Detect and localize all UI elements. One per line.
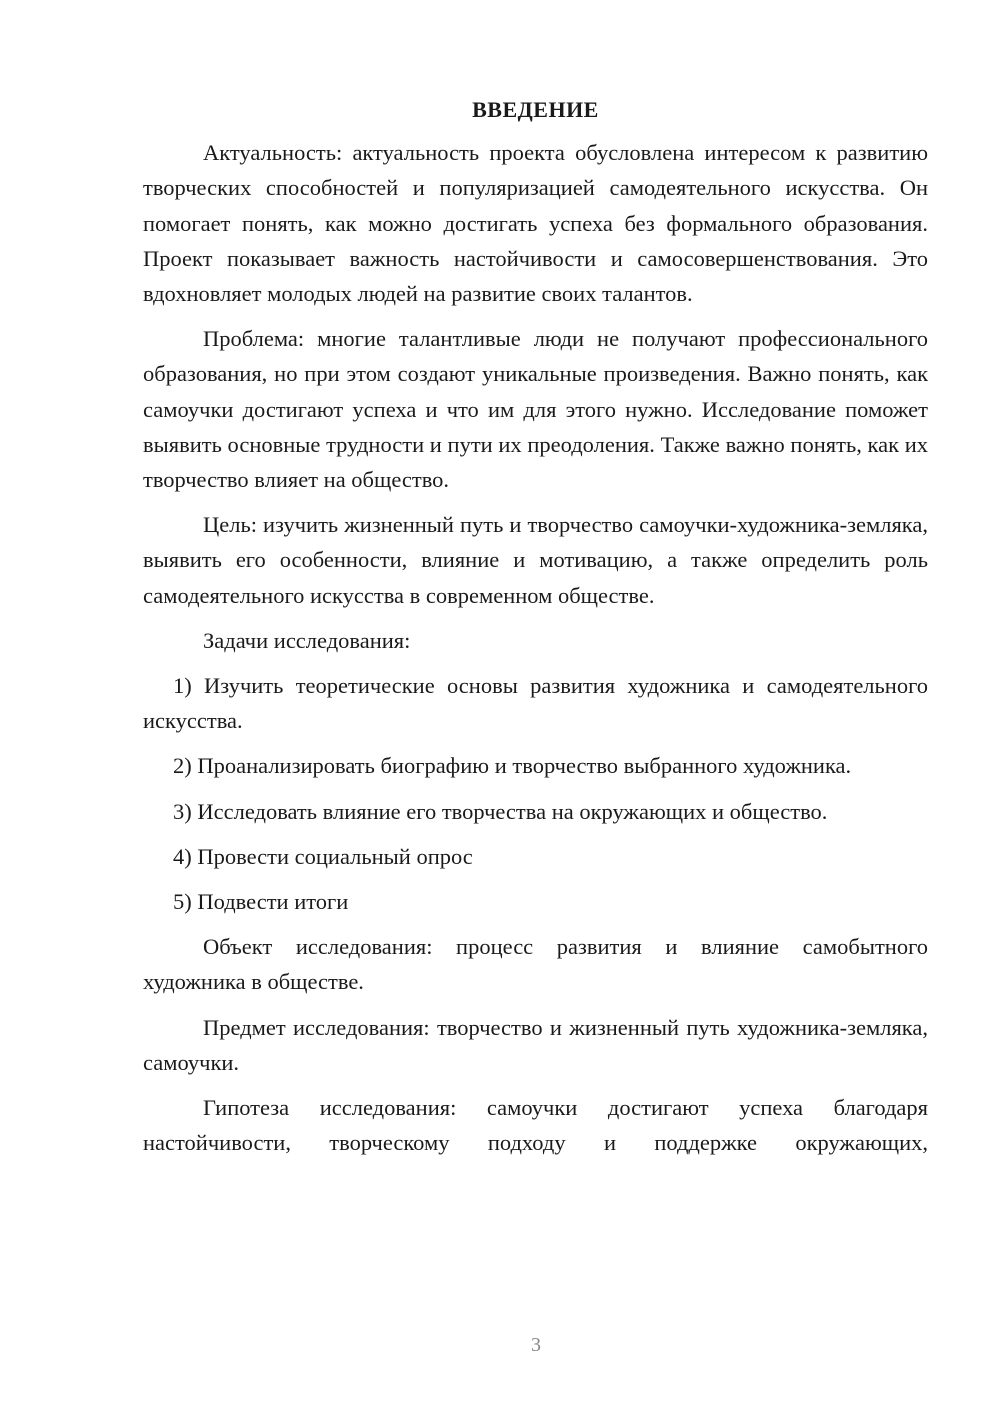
list-item-task-5: 5) Подвести итоги bbox=[173, 889, 349, 915]
paragraph-problem: Проблема: многие талантливые люди не получают профессионального образования, но при этом создают уникальные произведения. Важно понять, как самоучки достигают успеха и что им для этого нужно. Исследование поможет выявить основные трудности и пути их преодоления. Также важно понять, как их творчество влияет на общество. bbox=[143, 326, 928, 493]
list-item-task-1: 1) Изучить теоретические основы развития художника и самодеятельного искусства. bbox=[143, 673, 928, 734]
page-title: ВВЕДЕНИЕ bbox=[472, 97, 599, 122]
paragraph-hypothesis: Гипотеза исследования: самоучки достигают успеха благодаря настойчивости, творческому подходу и поддержке окружающих, bbox=[143, 1095, 928, 1156]
paragraph-object: Объект исследования: процесс развития и влияние самобытного художника в обществе. bbox=[143, 934, 928, 995]
page-number: 3 bbox=[531, 1334, 541, 1356]
list-item-task-3: 3) Исследовать влияние его творчества на окружающих и общество. bbox=[173, 798, 828, 824]
document-body bbox=[143, 92, 928, 1170]
paragraph-subject: Предмет исследования: творчество и жизненный путь художника-земляка, самоучки. bbox=[143, 1014, 928, 1075]
paragraph-goal: Цель: изучить жизненный путь и творчество самоучки-художника-земляка, выявить его особенности, влияние и мотивацию, а также определить роль самодеятельного искусства в современном обществе. bbox=[143, 512, 928, 608]
paragraph-tasks-heading: Задачи исследования: bbox=[203, 627, 411, 653]
list-item-task-4: 4) Провести социальный опрос bbox=[173, 843, 473, 869]
paragraph-relevance: Актуальность: актуальность проекта обусловлена интересом к развитию творческих способностей и популяризацией самодеятельного искусства. Он помогает понять, как можно достигать успеха без формального образования. Проект показывает важность настойчивости и самосовершенствования. Это вдохновляет молодых людей на развитие своих талантов. bbox=[143, 140, 928, 307]
list-item-task-2: 2) Проанализировать биографию и творчество выбранного художника. bbox=[173, 753, 852, 779]
